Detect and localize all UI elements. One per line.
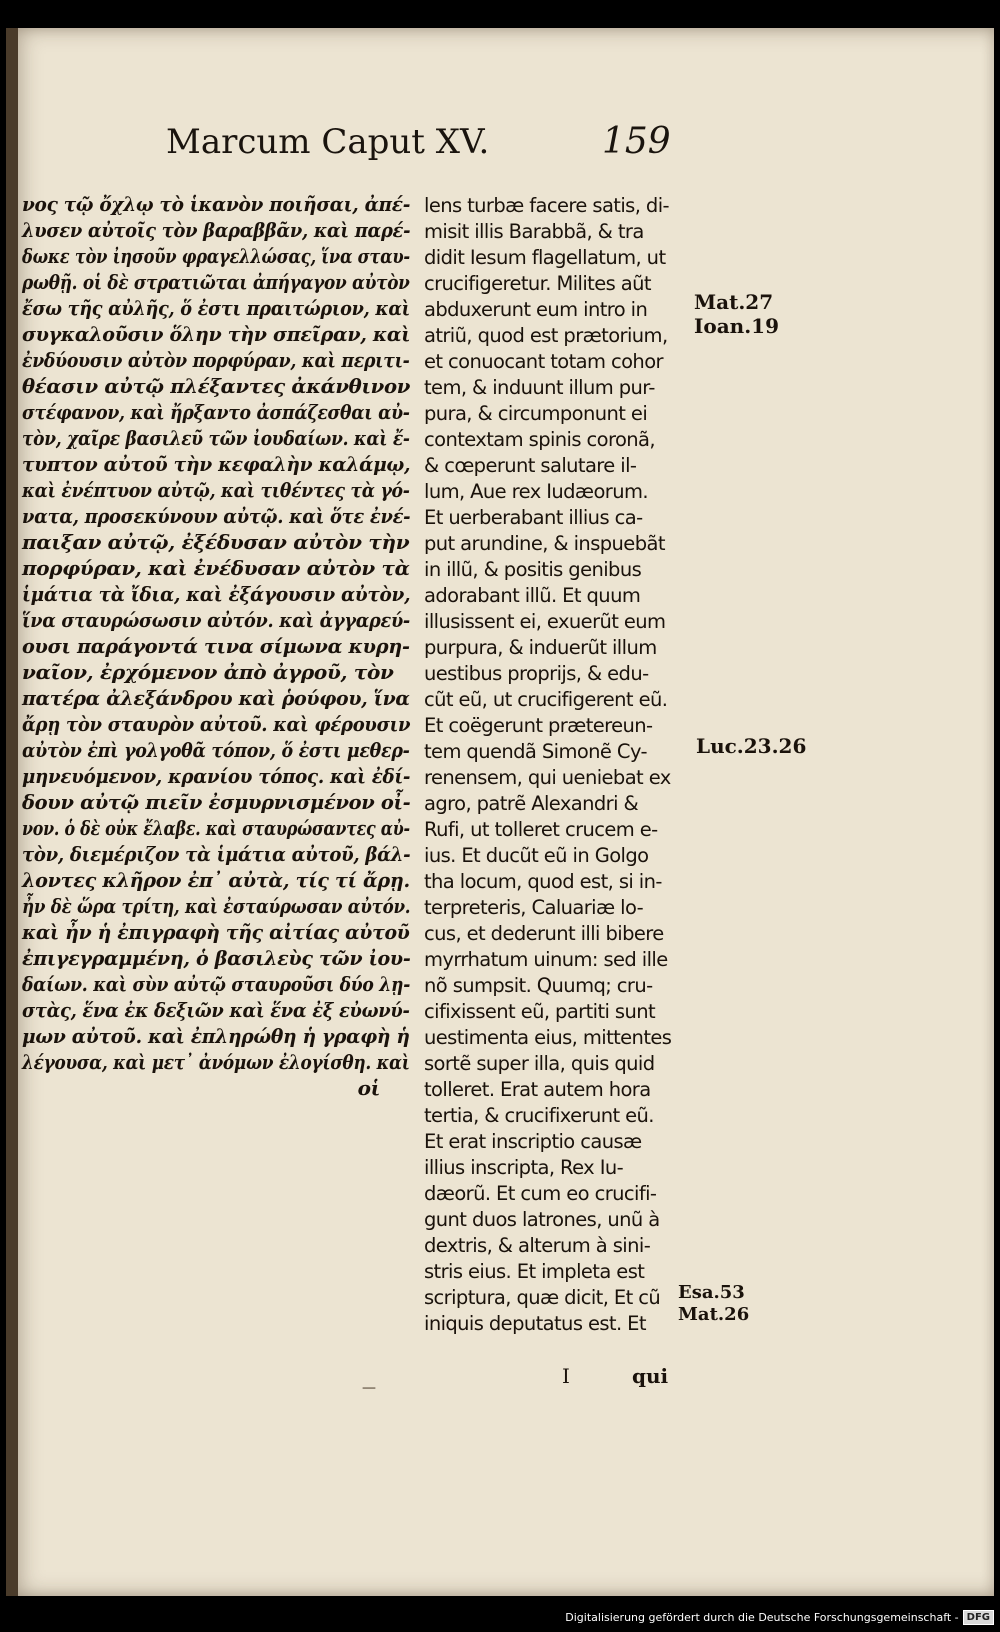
text-line: τὸν, χαῖρε βασιλεῦ τῶν ἰουδαίων. καὶ ἔ- xyxy=(22,426,410,450)
text-line: δωκε τὸν ἰησοῦν φραγελλώσας, ἵνα σταυ- xyxy=(22,244,410,268)
text-line: put arundine, & inspuebãt xyxy=(424,532,665,555)
text-line: παιξαν αὐτῷ, ἐξέδυσαν αὐτὸν τὴν xyxy=(22,530,410,554)
text-line: μηνευόμενον, κρανίου τόπος. καὶ ἐδί- xyxy=(22,764,411,788)
text-line: λυσεν αὐτοῖς τὸν βαραββᾶν, καὶ παρέ- xyxy=(22,218,411,242)
text-line: stris eius. Et impleta est xyxy=(424,1260,645,1283)
text-line: Et uerberabant illius ca- xyxy=(424,506,643,529)
text-line: pura, & circumponunt ei xyxy=(424,402,648,425)
text-line: terpreteris, Caluariæ lo- xyxy=(424,896,644,919)
text-line: τυπτον αὐτοῦ τὴν κεφαλὴν καλάμῳ, xyxy=(22,452,411,476)
book-page xyxy=(6,28,994,1596)
text-line: iniquis deputatus est. Et xyxy=(424,1312,646,1335)
text-line: lens turbæ facere satis, di- xyxy=(424,194,669,217)
text-line: ius. Et ducũt eũ in Golgo xyxy=(424,844,649,867)
text-line: myrrhatum uinum: sed ille xyxy=(424,948,668,971)
text-line: cifixissent eũ, partiti sunt xyxy=(424,1000,656,1023)
text-line: μων αὐτοῦ. καὶ ἐπληρώθη ἡ γραφὴ ἡ xyxy=(22,1024,410,1048)
text-line: crucifigeretur. Milites aũt xyxy=(424,272,651,295)
catchword: qui xyxy=(632,1364,669,1388)
text-line: ἄρῃ τὸν σταυρὸν αὐτοῦ. καὶ φέρουσιν xyxy=(22,712,411,736)
greek-text-column xyxy=(22,191,410,1101)
margin-note-matthew-john xyxy=(694,290,779,338)
text-line: uestibus proprijs, & edu- xyxy=(424,662,649,685)
margin-note-isaiah-matthew xyxy=(678,1282,749,1326)
text-line: sortẽ super illa, quis quid xyxy=(424,1052,655,1075)
text-line: θέασιν αὐτῷ πλέξαντες ἀκάνθινον xyxy=(22,374,411,398)
signature-mark: I xyxy=(562,1364,570,1388)
text-line: contextam spinis coronã, xyxy=(424,428,656,451)
margin-note-line: Mat.27 xyxy=(694,290,774,314)
credit-text: Digitalisierung gefördert durch die Deutsche Forschungsgemeinschaft - xyxy=(565,1610,959,1624)
text-line: abduxerunt eum intro in xyxy=(424,298,648,321)
text-line: dæorũ. Et cum eo crucifi- xyxy=(424,1182,657,1205)
text-line: lum, Aue rex Iudæorum. xyxy=(424,480,648,503)
text-line: νος τῷ ὄχλῳ τὸ ἱκανὸν ποιῆσαι, ἀπέ- xyxy=(22,192,411,216)
text-line: ἐπιγεγραμμένη, ὁ βασιλεὺς τῶν ἰου- xyxy=(22,946,411,970)
text-line: renensem, qui ueniebat ex xyxy=(424,766,671,789)
text-line: uestimenta eius, mittentes xyxy=(424,1026,672,1049)
text-line: cũt eũ, ut crucifigerent eũ. xyxy=(424,688,668,711)
text-line: tertia, & crucifixerunt eũ. xyxy=(424,1104,654,1127)
text-line: οἱ xyxy=(357,1076,380,1100)
dfg-logo: DFG xyxy=(963,1610,994,1625)
margin-note-line: Luc.23.26 xyxy=(696,734,807,758)
text-line: συγκαλοῦσιν ὅλην τὴν σπεῖραν, καὶ xyxy=(22,322,411,346)
digitization-credit xyxy=(565,1608,994,1626)
text-line: agro, patrẽ Alexandri & xyxy=(424,792,639,815)
text-line: στὰς, ἕνα ἐκ δεξιῶν καὶ ἕνα ἐξ εὐωνύ- xyxy=(22,998,410,1022)
greek-column-mark: — xyxy=(362,1380,376,1396)
latin-text-column xyxy=(424,193,686,1337)
text-line: nõ sumpsit. Quumq; cru- xyxy=(424,974,653,997)
text-line: et conuocant totam cohor xyxy=(424,350,663,373)
text-line: scriptura, quæ dicit, Et cũ xyxy=(424,1286,661,1309)
text-line: dextris, & alterum à sini- xyxy=(424,1234,651,1257)
text-line: ρωθῇ. οἱ δὲ στρατιῶται ἀπήγαγον αὐτὸν xyxy=(22,270,410,294)
text-line: tolleret. Erat autem hora xyxy=(424,1078,651,1101)
text-line: Et coëgerunt prætereun- xyxy=(424,714,653,737)
page-gutter xyxy=(6,28,18,1596)
margin-note-line: Esa.53 xyxy=(678,1282,745,1303)
running-head-title: Marcum Caput XV. xyxy=(166,122,490,162)
text-line: gunt duos latrones, unũ à xyxy=(424,1208,660,1231)
text-line: cus, et dederunt illi bibere xyxy=(424,922,664,945)
text-line: στέφανον, καὶ ἤρξαντο ἀσπάζεσθαι αὐ- xyxy=(22,400,410,424)
text-line: tem quendã Simonẽ Cy- xyxy=(424,740,647,763)
text-line: atriũ, quod est prætorium, xyxy=(424,324,668,347)
text-line: λέγουσα, καὶ μετ᾽ ἀνόμων ἐλογίσθη. καὶ xyxy=(22,1050,410,1074)
text-line: in illũ, & positis genibus xyxy=(424,558,642,581)
text-line: ἔσω τῆς αὐλῆς, ὅ ἐστι πραιτώριον, καὶ xyxy=(22,296,410,320)
text-line: δαίων. καὶ σὺν αὐτῷ σταυροῦσι δύο λῃ- xyxy=(22,972,411,996)
text-line: ἵνα σταυρώσωσιν αὐτόν. καὶ ἀγγαρεύ- xyxy=(22,608,410,632)
text-line: Rufi, ut tolleret crucem e- xyxy=(424,818,658,841)
margin-note-line: Mat.26 xyxy=(678,1304,750,1325)
text-line: Et erat inscriptio causæ xyxy=(424,1130,642,1153)
text-line: νατα, προσεκύνουν αὐτῷ. καὶ ὅτε ἐνέ- xyxy=(22,504,411,528)
text-line: πατέρα ἀλεξάνδρου καὶ ῥούφου, ἵνα xyxy=(22,686,410,710)
text-line: ουσι παράγοντά τινα σίμωνα κυρη- xyxy=(22,634,410,658)
page-number: 159 xyxy=(602,121,671,162)
text-line: ναῖον, ἐρχόμενον ἀπὸ ἀγροῦ, τὸν xyxy=(22,660,394,684)
margin-note-luke xyxy=(696,734,806,758)
text-line: νον. ὁ δὲ οὐκ ἔλαβε. καὶ σταυρώσαντες αὐ- xyxy=(22,816,410,840)
text-line: καὶ ἦν ἡ ἐπιγραφὴ τῆς αἰτίας αὐτοῦ xyxy=(22,920,410,944)
text-line: illusissent ei, exuerũt eum xyxy=(424,610,666,633)
text-line: τὸν, διεμέριζον τὰ ἱμάτια αὐτοῦ, βάλ- xyxy=(22,842,411,866)
margin-note-line: Ioan.19 xyxy=(694,314,779,338)
text-line: misit illis Barabbã, & tra xyxy=(424,220,644,243)
text-line: illius inscripta, Rex Iu- xyxy=(424,1156,624,1179)
text-line: adorabant illũ. Et quum xyxy=(424,584,641,607)
text-line: tha locum, quod est, si in- xyxy=(424,870,662,893)
text-line: ἱμάτια τὰ ἴδια, καὶ ἐξάγουσιν αὐτὸν, xyxy=(22,582,411,606)
text-line: καὶ ἐνέπτυον αὐτῷ, καὶ τιθέντες τὰ γό- xyxy=(22,478,410,502)
text-line: tem, & induunt illum pur- xyxy=(424,376,655,399)
text-line: didit Iesum flagellatum, ut xyxy=(424,246,666,269)
text-line: purpura, & induerũt illum xyxy=(424,636,657,659)
text-line: ἦν δὲ ὥρα τρίτη, καὶ ἐσταύρωσαν αὐτόν. xyxy=(22,894,411,918)
text-line: ἐνδύουσιν αὐτὸν πορφύραν, καὶ περιτι- xyxy=(22,348,410,372)
text-line: πορφύραν, καὶ ἐνέδυσαν αὐτὸν τὰ xyxy=(22,556,410,580)
text-line: & cœperunt salutare il- xyxy=(424,454,637,477)
text-line: δουν αὐτῷ πιεῖν ἐσμυρνισμένον οἶ- xyxy=(22,790,411,814)
text-line: λοντες κλῆρον ἐπ᾽ αὐτὰ, τίς τί ἄρῃ. xyxy=(22,868,410,892)
text-line: αὐτὸν ἐπὶ γολγοθᾶ τόπον, ὅ ἐστι μεθερ- xyxy=(22,738,410,762)
